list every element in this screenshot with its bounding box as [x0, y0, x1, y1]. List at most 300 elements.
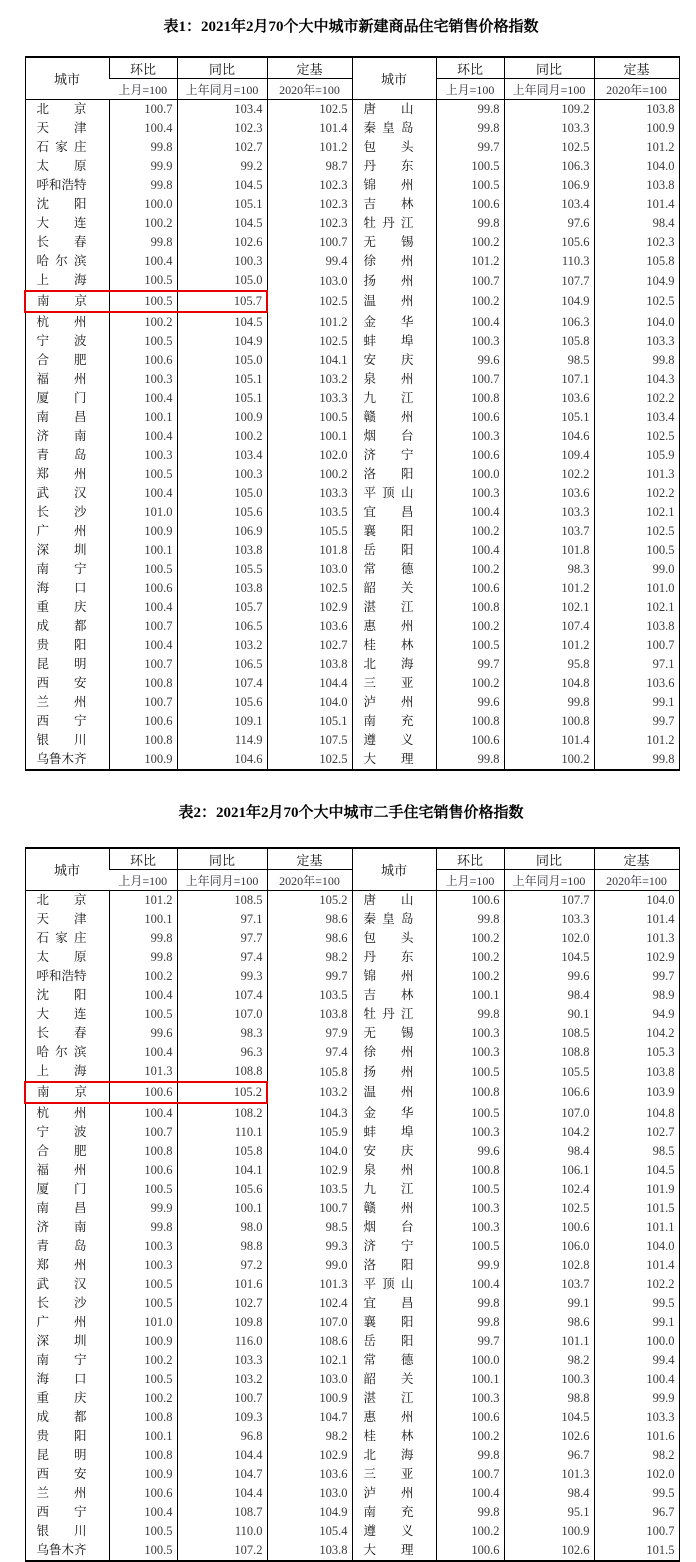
base-value: 101.5: [594, 1541, 679, 1561]
table-row: [25, 446, 679, 465]
city-cell: [25, 1142, 109, 1161]
city-cell: [352, 1522, 436, 1541]
table-row: [25, 332, 679, 351]
yoy-value: 105.5: [177, 560, 267, 579]
base-value: 102.5: [267, 579, 352, 598]
city-cell: [25, 1351, 109, 1370]
base-value: 102.1: [267, 1351, 352, 1370]
mom-value: 100.5: [109, 271, 177, 291]
city-cell: [25, 541, 109, 560]
base-value: 98.6: [267, 910, 352, 929]
table-row: [25, 484, 679, 503]
city-name: 石 家 庄: [36, 931, 87, 945]
base-value: 103.9: [594, 1082, 679, 1103]
table-row: [25, 138, 679, 157]
city-name: 牡 丹 江: [363, 216, 414, 230]
mom-value: 100.5: [109, 1180, 177, 1199]
city-name: 泉 州: [363, 1163, 414, 1177]
yoy-value: 107.0: [504, 1103, 594, 1123]
table-row: [25, 195, 679, 214]
city-cell: [25, 176, 109, 195]
mom-value: 100.2: [109, 214, 177, 233]
mom-value: 99.9: [436, 1256, 504, 1275]
city-cell: [25, 929, 109, 948]
yoy-value: 106.1: [504, 1161, 594, 1180]
mom-value: 100.8: [109, 1142, 177, 1161]
city-name: 秦 皇 岛: [363, 121, 414, 135]
mom-value: 100.3: [436, 1043, 504, 1062]
mom-value: 100.3: [109, 1237, 177, 1256]
col-subheader-yoy: 上年同月=100: [177, 79, 267, 100]
city-cell: [352, 1294, 436, 1313]
base-value: 104.0: [594, 1237, 679, 1256]
mom-value: 100.1: [436, 986, 504, 1005]
city-name: 长 春: [36, 235, 87, 249]
yoy-value: 108.8: [177, 1062, 267, 1082]
mom-value: 101.0: [109, 503, 177, 522]
city-name: 西 安: [36, 676, 87, 690]
yoy-value: 103.3: [504, 119, 594, 138]
table-row: [25, 948, 679, 967]
table-header: [25, 57, 679, 100]
mom-value: 100.6: [436, 891, 504, 911]
mom-value: 101.2: [109, 891, 177, 911]
table-row: [25, 271, 679, 291]
yoy-value: 104.5: [504, 1408, 594, 1427]
table-row: [25, 541, 679, 560]
city-cell: [25, 967, 109, 986]
base-value: 102.5: [594, 291, 679, 312]
secondhand-home-price-index-table: [24, 847, 680, 1562]
table-row: [25, 967, 679, 986]
yoy-value: 105.1: [177, 195, 267, 214]
mom-value: 99.8: [109, 233, 177, 252]
base-value: 103.6: [594, 674, 679, 693]
yoy-value: 105.7: [177, 598, 267, 617]
city-cell: [352, 1256, 436, 1275]
table-row: [25, 1024, 679, 1043]
city-cell: [25, 1294, 109, 1313]
base-value: 102.9: [267, 1446, 352, 1465]
mom-value: 100.1: [436, 1370, 504, 1389]
city-name: 昆 明: [36, 657, 87, 671]
city-cell: [352, 389, 436, 408]
base-value: 102.5: [267, 332, 352, 351]
yoy-value: 105.1: [177, 389, 267, 408]
mom-value: 100.5: [436, 176, 504, 195]
table-row: [25, 693, 679, 712]
mom-value: 99.8: [109, 1218, 177, 1237]
base-value: 101.3: [594, 929, 679, 948]
base-value: 99.7: [594, 967, 679, 986]
table-row: [25, 503, 679, 522]
table-row: [25, 1043, 679, 1062]
base-value: 99.4: [594, 1351, 679, 1370]
new-home-price-index-table: [24, 56, 680, 771]
yoy-value: 103.8: [177, 579, 267, 598]
city-cell: [25, 1180, 109, 1199]
city-name: 九 江: [363, 1182, 414, 1196]
yoy-value: 100.2: [177, 427, 267, 446]
city-cell: [352, 214, 436, 233]
city-name: 天 津: [36, 121, 87, 135]
city-cell: [25, 560, 109, 579]
yoy-value: 103.6: [504, 389, 594, 408]
city-cell: [25, 1427, 109, 1446]
yoy-value: 105.6: [177, 1180, 267, 1199]
table-row: [25, 1370, 679, 1389]
col-subheader-yoy: 上年同月=100: [177, 870, 267, 891]
mom-value: 100.6: [109, 579, 177, 598]
city-name: 泸 州: [363, 1486, 414, 1500]
base-value: 105.5: [267, 522, 352, 541]
yoy-value: 101.8: [504, 541, 594, 560]
mom-value: 100.4: [436, 312, 504, 332]
yoy-value: 103.2: [177, 1370, 267, 1389]
city-name: 深 圳: [36, 1334, 87, 1348]
yoy-value: 98.3: [504, 560, 594, 579]
mom-value: 99.7: [436, 1332, 504, 1351]
mom-value: 100.3: [109, 446, 177, 465]
mom-value: 100.8: [436, 712, 504, 731]
yoy-value: 107.7: [504, 891, 594, 911]
city-cell: [25, 1522, 109, 1541]
table-row: [25, 929, 679, 948]
table-row: [25, 1142, 679, 1161]
base-value: 104.3: [267, 1103, 352, 1123]
base-value: 100.7: [267, 1199, 352, 1218]
col-header-mom: 环比: [436, 848, 504, 870]
table-row: [25, 674, 679, 693]
base-value: 100.7: [594, 636, 679, 655]
mom-value: 100.0: [436, 1351, 504, 1370]
mom-value: 100.5: [436, 1237, 504, 1256]
base-value: 105.3: [594, 1043, 679, 1062]
yoy-value: 103.4: [177, 446, 267, 465]
city-name: 石 家 庄: [36, 140, 87, 154]
city-name: 深 圳: [36, 543, 87, 557]
city-cell: [352, 1043, 436, 1062]
city-cell: [25, 750, 109, 770]
city-name: 呼 和 浩 特: [36, 969, 87, 983]
base-value: 99.9: [594, 1389, 679, 1408]
base-value: 104.4: [267, 674, 352, 693]
mom-value: 100.1: [109, 1427, 177, 1446]
mom-value: 99.6: [109, 1024, 177, 1043]
base-value: 104.0: [267, 693, 352, 712]
city-cell: [25, 693, 109, 712]
city-name: 贵 阳: [36, 638, 87, 652]
base-value: 99.4: [267, 252, 352, 271]
yoy-value: 100.8: [504, 712, 594, 731]
mom-value: 100.3: [436, 1389, 504, 1408]
base-value: 102.1: [594, 503, 679, 522]
city-cell: [25, 522, 109, 541]
base-value: 103.3: [594, 332, 679, 351]
col-subheader-yoy: 上年同月=100: [504, 79, 594, 100]
city-cell: [25, 1043, 109, 1062]
city-cell: [352, 195, 436, 214]
yoy-value: 104.5: [504, 948, 594, 967]
city-name: 扬 州: [363, 273, 414, 288]
city-cell: [25, 1161, 109, 1180]
yoy-value: 101.1: [504, 1332, 594, 1351]
base-value: 101.3: [594, 465, 679, 484]
city-cell: [25, 370, 109, 389]
city-name: 合 肥: [36, 1144, 87, 1158]
base-value: 102.2: [594, 389, 679, 408]
base-value: 103.8: [267, 1541, 352, 1561]
city-cell: [25, 1275, 109, 1294]
table-row: [25, 1256, 679, 1275]
mom-value: 100.6: [436, 195, 504, 214]
city-name: 济 南: [36, 429, 87, 443]
table-row: [25, 1408, 679, 1427]
table-row: [25, 1005, 679, 1024]
city-name: 丹 东: [363, 159, 414, 173]
city-cell: [352, 986, 436, 1005]
city-name: 常 德: [363, 1353, 414, 1367]
city-name: 大 连: [36, 1007, 87, 1021]
mom-value: 100.7: [109, 100, 177, 120]
mom-value: 99.9: [109, 157, 177, 176]
city-cell: [352, 157, 436, 176]
city-cell: [25, 712, 109, 731]
city-name: 南 京: [37, 294, 87, 308]
city-cell: [25, 731, 109, 750]
yoy-value: 108.5: [504, 1024, 594, 1043]
mom-value: 100.5: [436, 157, 504, 176]
mom-value: 100.6: [109, 351, 177, 370]
base-value: 101.4: [594, 1256, 679, 1275]
yoy-value: 105.1: [504, 408, 594, 427]
table-row: [25, 1103, 679, 1123]
base-value: 104.0: [594, 312, 679, 332]
mom-value: 100.0: [436, 465, 504, 484]
yoy-value: 98.8: [504, 1389, 594, 1408]
col-subheader-mom: 上月=100: [109, 870, 177, 891]
mom-value: 99.8: [436, 214, 504, 233]
city-cell: [352, 1237, 436, 1256]
city-name: 南 昌: [36, 410, 87, 424]
yoy-value: 104.1: [177, 1161, 267, 1180]
city-name: 成 都: [36, 619, 87, 633]
city-name: 大 理: [363, 752, 414, 766]
yoy-value: 107.4: [504, 617, 594, 636]
yoy-value: 98.8: [177, 1237, 267, 1256]
city-cell: [352, 948, 436, 967]
yoy-value: 107.0: [177, 1005, 267, 1024]
city-name: 常 德: [363, 562, 414, 576]
mom-value: 100.6: [436, 1541, 504, 1561]
city-cell: [352, 1389, 436, 1408]
col-header-city: 城市: [352, 57, 436, 100]
yoy-value: 102.1: [504, 598, 594, 617]
city-name: 泸 州: [363, 695, 414, 709]
city-name: 烟 台: [363, 429, 414, 443]
yoy-value: 104.6: [177, 750, 267, 770]
base-value: 98.9: [594, 986, 679, 1005]
city-name: 湛 江: [363, 1391, 414, 1405]
col-header-mom: 环比: [436, 57, 504, 79]
yoy-value: 98.4: [504, 1484, 594, 1503]
yoy-value: 102.8: [504, 1256, 594, 1275]
col-header-city: 城市: [25, 848, 109, 891]
mom-value: 100.5: [109, 1005, 177, 1024]
base-value: 101.3: [267, 1275, 352, 1294]
mom-value: 100.2: [436, 522, 504, 541]
base-value: 99.1: [594, 693, 679, 712]
yoy-value: 106.9: [177, 522, 267, 541]
table-row: [25, 176, 679, 195]
yoy-value: 109.2: [504, 100, 594, 120]
city-name: 平 顶 山: [363, 1277, 414, 1291]
mom-value: 100.2: [436, 1522, 504, 1541]
city-cell: [352, 617, 436, 636]
city-cell: [25, 271, 109, 291]
base-value: 96.7: [594, 1503, 679, 1522]
table-row: [25, 408, 679, 427]
city-name: 西 宁: [36, 714, 87, 728]
base-value: 105.1: [267, 712, 352, 731]
mom-value: 100.3: [436, 1218, 504, 1237]
city-name: 徐 州: [363, 1045, 414, 1059]
mom-value: 101.0: [109, 1313, 177, 1332]
city-name: 洛 阳: [363, 1258, 414, 1272]
city-name: 吉 林: [363, 197, 414, 211]
city-name: 大 连: [36, 216, 87, 230]
city-cell: [352, 351, 436, 370]
mom-value: 100.1: [109, 408, 177, 427]
city-name: 贵 阳: [36, 1429, 87, 1443]
yoy-value: 99.2: [177, 157, 267, 176]
mom-value: 100.6: [109, 1082, 177, 1103]
yoy-value: 105.2: [177, 1082, 267, 1103]
city-cell: [25, 351, 109, 370]
city-name: 牡 丹 江: [363, 1007, 414, 1021]
yoy-value: 105.6: [504, 233, 594, 252]
city-name: 唐 山: [363, 102, 414, 116]
base-value: 107.5: [267, 731, 352, 750]
city-name: 海 口: [36, 1372, 87, 1386]
col-header-yoy: 同比: [504, 57, 594, 79]
city-cell: [25, 233, 109, 252]
mom-value: 100.7: [109, 1123, 177, 1142]
mom-value: 100.2: [436, 1427, 504, 1446]
city-cell: [352, 967, 436, 986]
col-header-base: 定基: [267, 848, 352, 870]
yoy-value: 100.6: [504, 1218, 594, 1237]
base-value: 100.5: [267, 408, 352, 427]
base-value: 103.0: [267, 1484, 352, 1503]
city-name: 北 京: [36, 893, 87, 907]
base-value: 103.5: [267, 1180, 352, 1199]
base-value: 104.9: [267, 1503, 352, 1522]
city-name: 南 昌: [36, 1201, 87, 1215]
base-value: 98.5: [594, 1142, 679, 1161]
yoy-value: 98.4: [504, 986, 594, 1005]
yoy-value: 102.0: [504, 929, 594, 948]
yoy-value: 102.7: [177, 138, 267, 157]
col-header-yoy: 同比: [177, 848, 267, 870]
city-name: 北 京: [36, 102, 87, 116]
city-cell: [25, 138, 109, 157]
city-cell: [25, 617, 109, 636]
city-cell: [25, 119, 109, 138]
city-name: 宜 昌: [363, 1296, 414, 1310]
base-value: 104.0: [594, 891, 679, 911]
table-header: [25, 848, 679, 891]
city-cell: [352, 1332, 436, 1351]
yoy-value: 105.0: [177, 271, 267, 291]
base-value: 102.7: [267, 636, 352, 655]
mom-value: 100.4: [109, 636, 177, 655]
city-name: 昆 明: [36, 1448, 87, 1462]
city-cell: [25, 312, 109, 332]
table-row: [25, 370, 679, 389]
table-body: [25, 891, 679, 1562]
yoy-value: 104.4: [177, 1446, 267, 1465]
city-name: 大 理: [363, 1543, 414, 1557]
mom-value: 100.5: [436, 1180, 504, 1199]
base-value: 105.2: [267, 891, 352, 911]
yoy-value: 106.3: [504, 157, 594, 176]
city-name: 郑 州: [36, 467, 87, 481]
mom-value: 100.4: [109, 427, 177, 446]
mom-value: 100.2: [436, 929, 504, 948]
city-name: 南 充: [363, 1505, 414, 1519]
yoy-value: 101.6: [177, 1275, 267, 1294]
mom-value: 100.8: [436, 1161, 504, 1180]
base-value: 103.8: [594, 617, 679, 636]
yoy-value: 105.6: [177, 503, 267, 522]
mom-value: 100.9: [109, 750, 177, 770]
city-cell: [25, 214, 109, 233]
base-value: 104.1: [267, 351, 352, 370]
yoy-value: 103.4: [504, 195, 594, 214]
base-value: 101.1: [594, 1218, 679, 1237]
base-value: 103.5: [267, 503, 352, 522]
base-value: 101.2: [594, 138, 679, 157]
city-name: 平 顶 山: [363, 486, 414, 500]
col-header-city: 城市: [25, 57, 109, 100]
yoy-value: 97.7: [177, 929, 267, 948]
city-cell: [352, 1446, 436, 1465]
base-value: 101.2: [267, 138, 352, 157]
city-name: 赣 州: [363, 1201, 414, 1215]
city-name: 安 庆: [363, 1144, 414, 1158]
base-value: 104.0: [594, 157, 679, 176]
yoy-value: 106.5: [177, 655, 267, 674]
base-value: 103.3: [594, 1408, 679, 1427]
city-name: 锦 州: [363, 969, 414, 983]
base-value: 99.0: [594, 560, 679, 579]
city-cell: [352, 929, 436, 948]
city-cell: [352, 1005, 436, 1024]
yoy-value: 96.7: [504, 1446, 594, 1465]
base-value: 105.8: [267, 1062, 352, 1082]
city-cell: [352, 1062, 436, 1082]
mom-value: 100.2: [436, 560, 504, 579]
base-value: 103.3: [267, 484, 352, 503]
city-cell: [352, 291, 436, 312]
base-value: 102.5: [594, 427, 679, 446]
yoy-value: 107.2: [177, 1541, 267, 1561]
city-name: 丹 东: [363, 950, 414, 964]
base-value: 104.8: [594, 1103, 679, 1123]
city-cell: [352, 484, 436, 503]
yoy-value: 98.6: [504, 1313, 594, 1332]
